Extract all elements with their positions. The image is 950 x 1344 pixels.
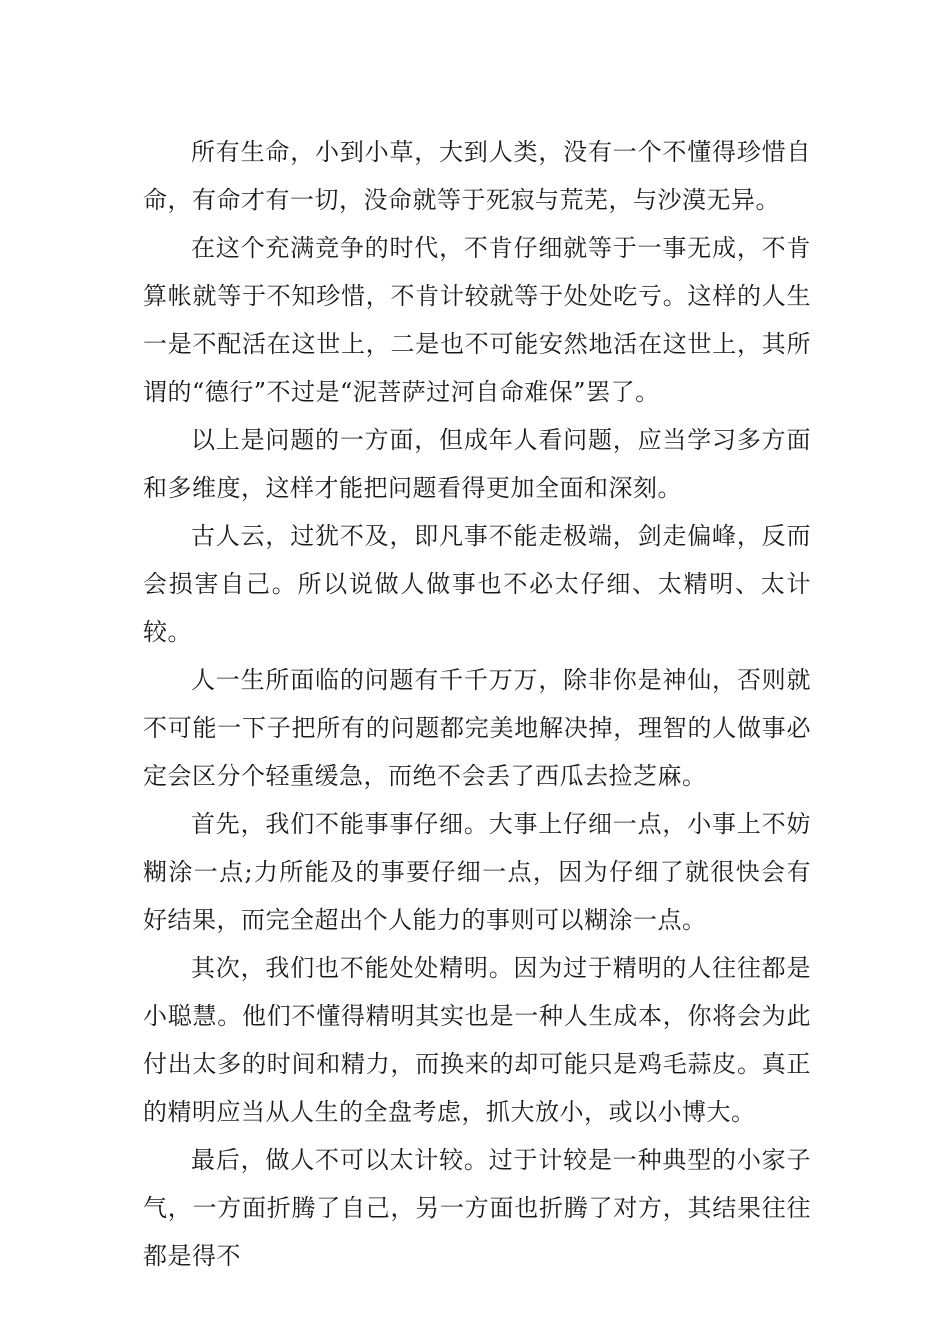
- paragraph: 首先，我们不能事事仔细。大事上仔细一点，小事上不妨糊涂一点;力所能及的事要仔细一点，因为仔细了就很快会有好结果，而完全超出个人能力的事则可以糊涂一点。: [143, 810, 811, 934]
- document-body: [143, 128, 811, 1280]
- paragraph: 最后，做人不可以太计较。过于计较是一种典型的小家子气，一方面折腾了自己，另一方面也折腾了对方，其结果往往都是得不: [143, 1146, 811, 1270]
- paragraph: 以上是问题的一方面，但成年人看问题，应当学习多方面和多维度，这样才能把问题看得更加全面和深刻。: [143, 426, 811, 502]
- paragraph: 在这个充满竞争的时代，不肯仔细就等于一事无成，不肯算帐就等于不知珍惜，不肯计较就等于处处吃亏。这样的人生一是不配活在这世上，二是也不可能安然地活在这世上，其所谓的“德行”不过是“泥菩萨过河自命难保”罢了。: [143, 234, 811, 406]
- paragraph: 古人云，过犹不及，即凡事不能走极端，剑走偏峰，反而会损害自己。所以说做人做事也不必太仔细、太精明、太计较。: [143, 522, 811, 646]
- paragraph: 所有生命，小到小草，大到人类，没有一个不懂得珍惜自命，有命才有一切，没命就等于死寂与荒芜，与沙漠无异。: [143, 138, 811, 214]
- paragraph: 其次，我们也不能处处精明。因为过于精明的人往往都是小聪慧。他们不懂得精明其实也是一种人生成本，你将会为此付出太多的时间和精力，而换来的却可能只是鸡毛蒜皮。真正的精明应当从人生的全盘考虑，抓大放小，或以小博大。: [143, 954, 811, 1126]
- paragraph: 人一生所面临的问题有千千万万，除非你是神仙，否则就不可能一下子把所有的问题都完美地解决掉，理智的人做事必定会区分个轻重缓急，而绝不会丢了西瓜去捡芝麻。: [143, 666, 811, 790]
